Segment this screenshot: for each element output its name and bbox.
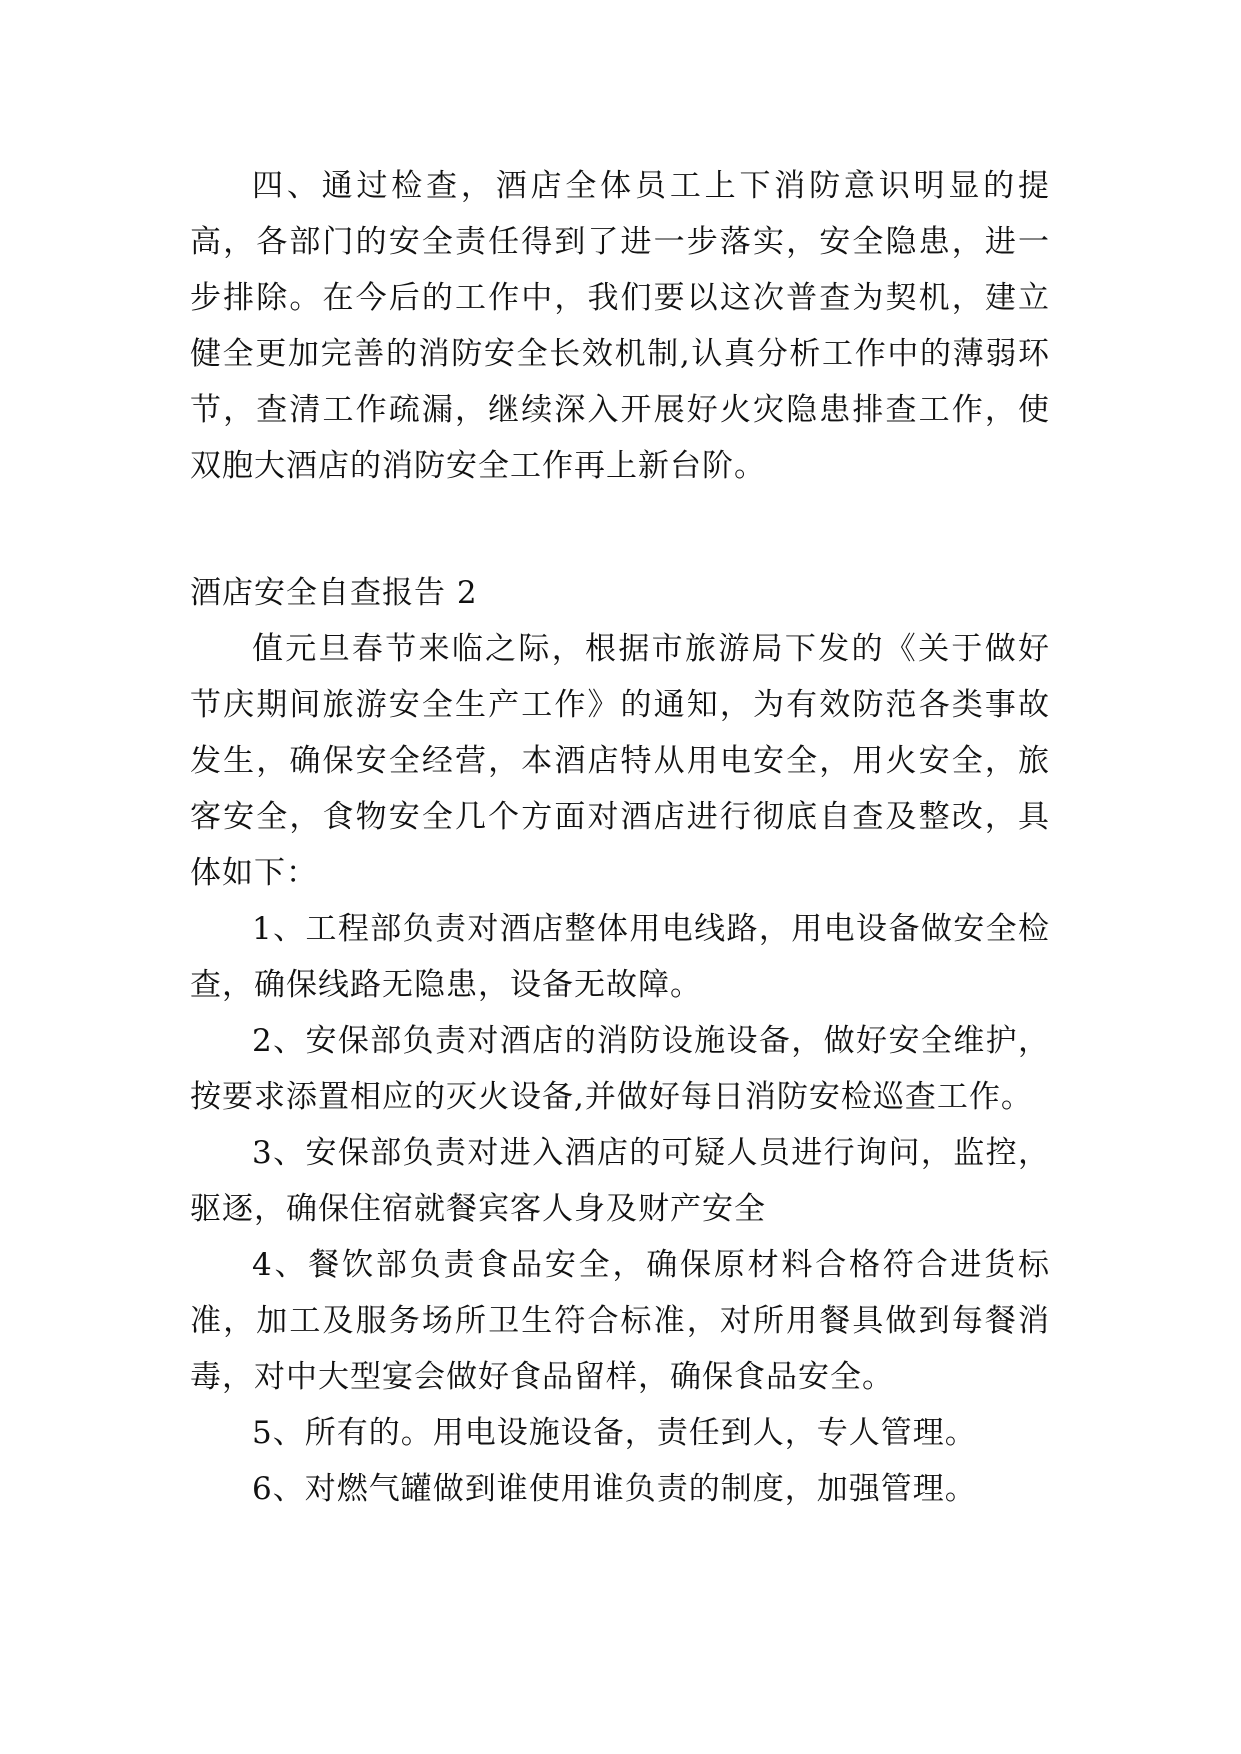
document-body-top — [190, 158, 1050, 494]
paragraph-section-four: 四、通过检查，酒店全体员工上下消防意识明显的提高，各部门的安全责任得到了进一步落实，安全隐患，进一步排除。在今后的工作中，我们要以这次普查为契机，建立健全更加完善的消防安全长效机制,认真分析工作中的薄弱环节，查清工作疏漏，继续深入开展好火灾隐患排查工作，使双胞大酒店的消防安全工作再上新台阶。 — [190, 168, 1050, 484]
paragraph-item-5: 5、所有的。用电设施设备，责任到人，专人管理。 — [252, 1415, 977, 1451]
paragraph-item-3: 3、安保部负责对进入酒店的可疑人员进行询问，监控，驱逐，确保住宿就餐宾客人身及财产安全 — [190, 1135, 1050, 1227]
paragraph-intro: 值元旦春节来临之际，根据市旅游局下发的《关于做好节庆期间旅游安全生产工作》的通知，为有效防范各类事故发生，确保安全经营，本酒店特从用电安全，用火安全，旅客安全，食物安全几个方面对酒店进行彻底自查及整改，具体如下： — [190, 631, 1050, 891]
paragraph-item-2: 2、安保部负责对酒店的消防设施设备，做好安全维护，按要求添置相应的灭火设备,并做好每日消防安检巡查工作。 — [190, 1023, 1050, 1115]
paragraph-item-1: 1、工程部负责对酒店整体用电线路，用电设备做安全检查，确保线路无隐患，设备无故障。 — [190, 911, 1050, 1003]
section-title: 酒店安全自查报告 2 — [190, 575, 478, 611]
document-body-report-2 — [190, 565, 1050, 1517]
paragraph-item-6: 6、对燃气罐做到谁使用谁负责的制度，加强管理。 — [252, 1471, 977, 1507]
paragraph-item-4: 4、餐饮部负责食品安全，确保原材料合格符合进货标准，加工及服务场所卫生符合标准，对所用餐具做到每餐消毒，对中大型宴会做好食品留样，确保食品安全。 — [190, 1247, 1050, 1395]
